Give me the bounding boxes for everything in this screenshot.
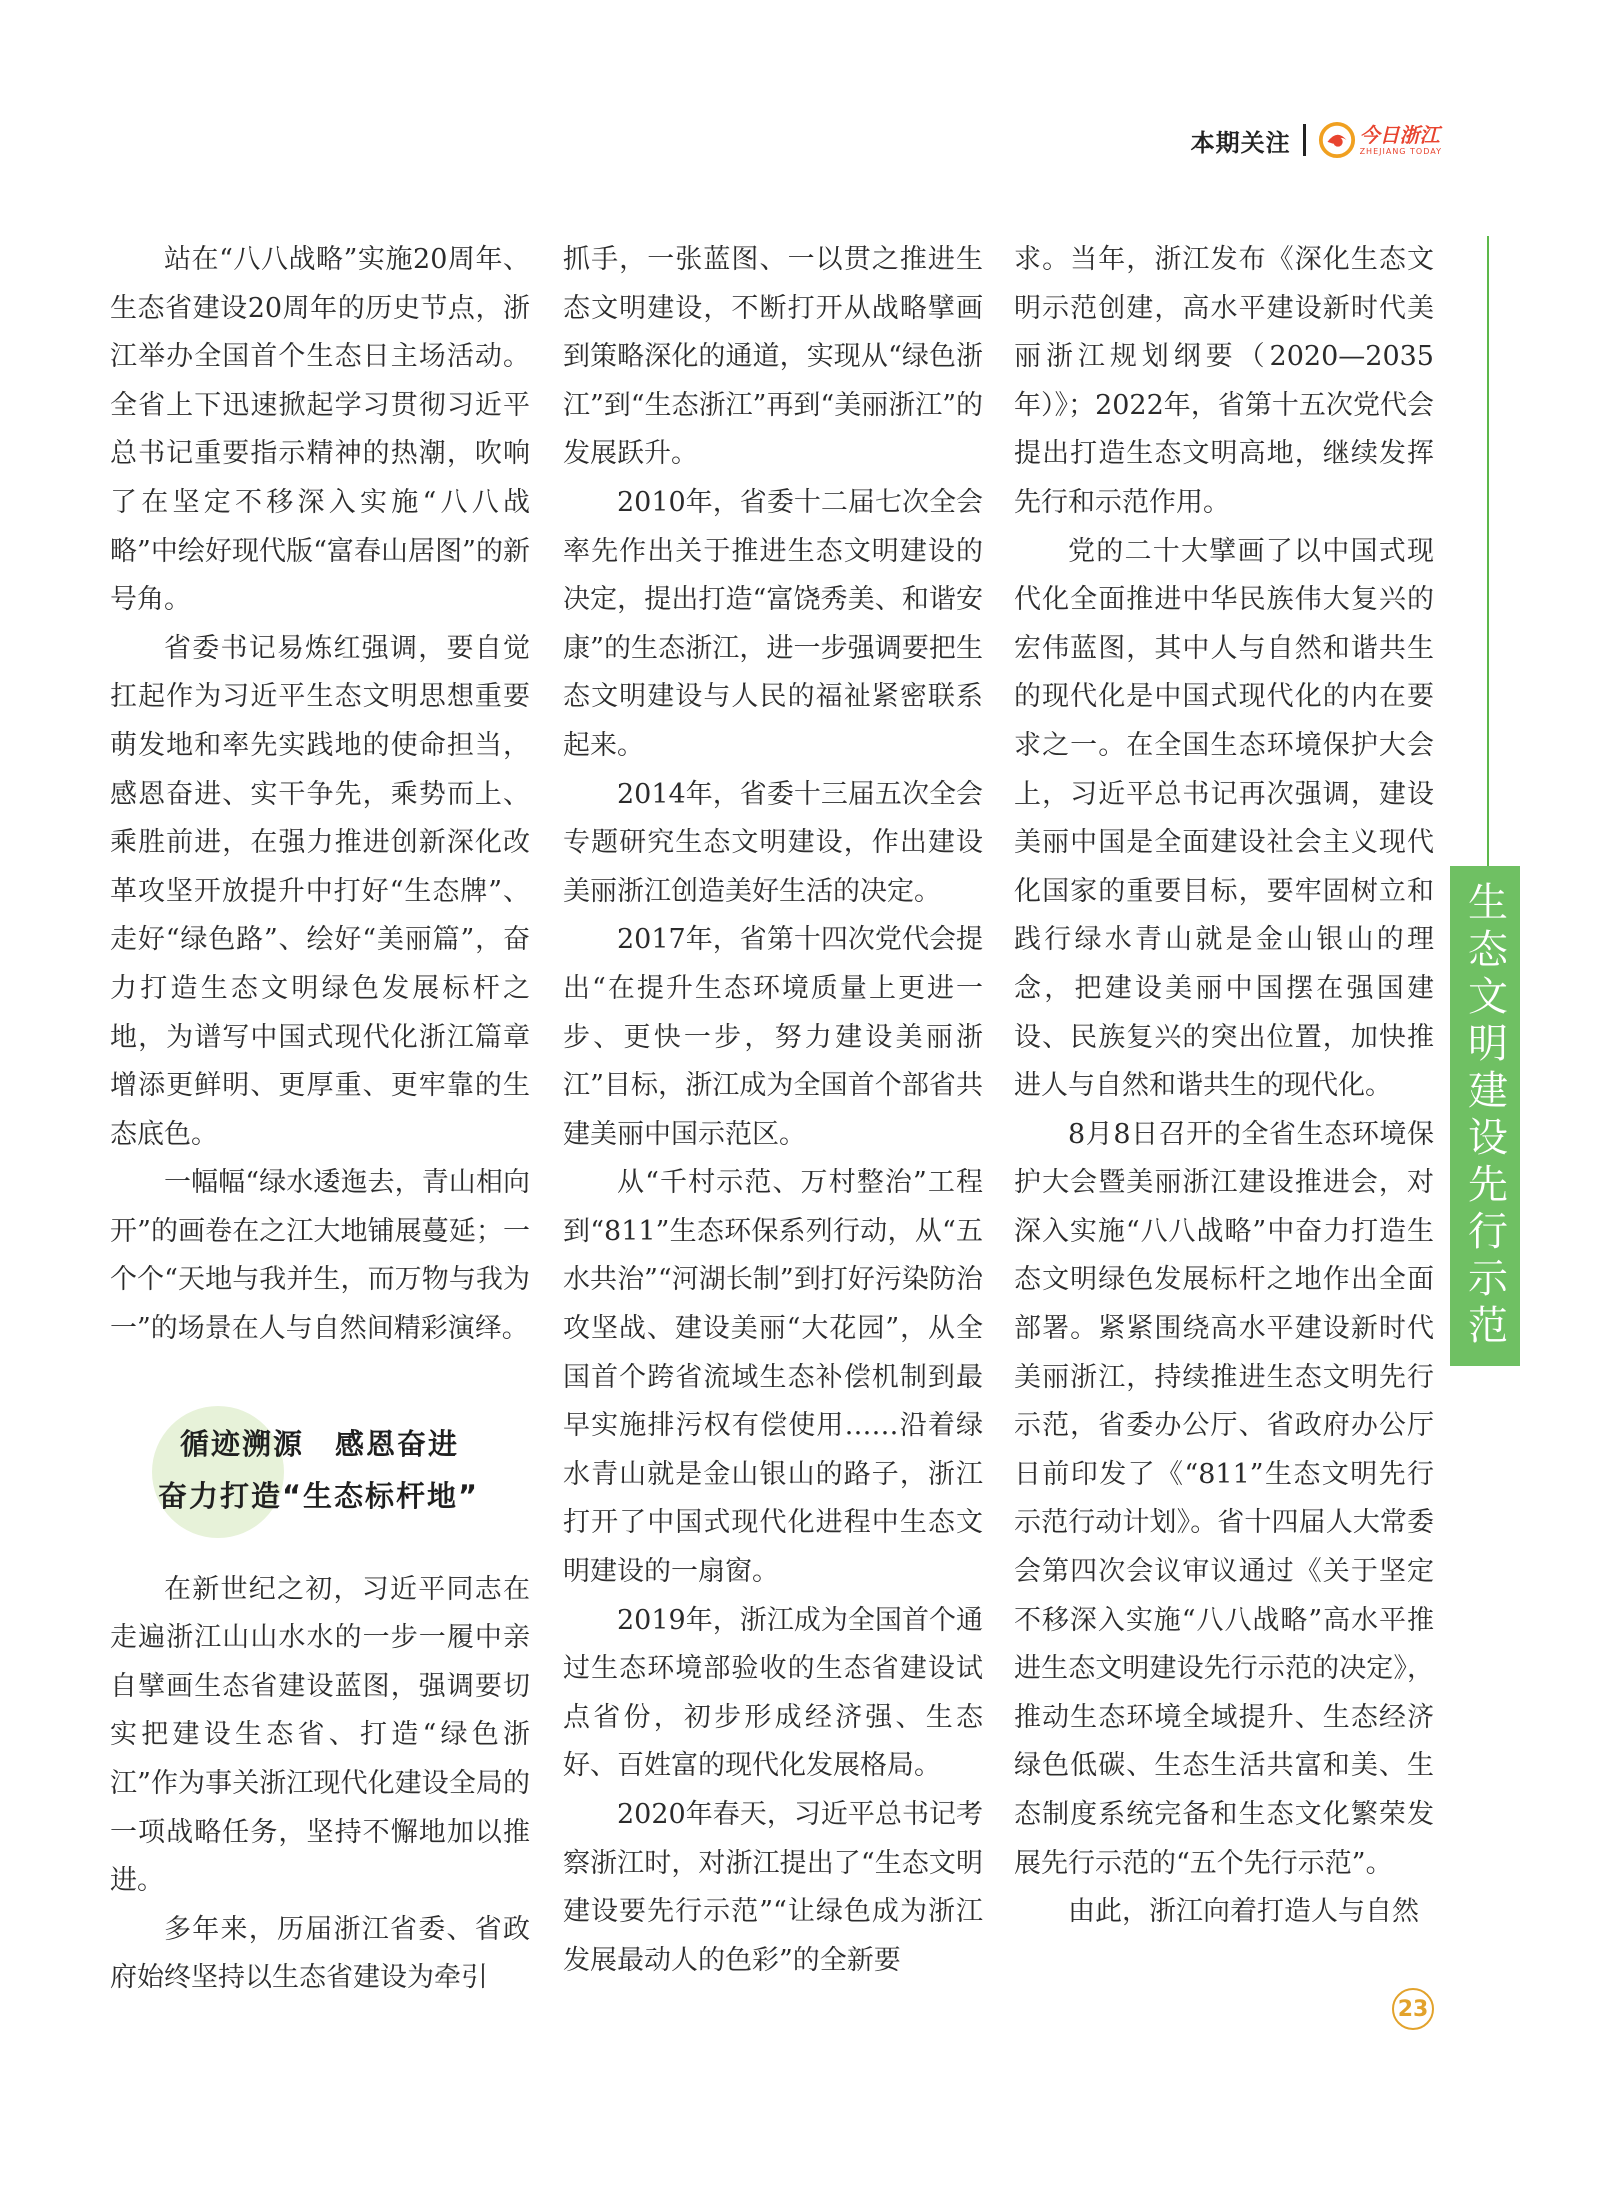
paragraph: 一幅幅“绿水逶迤去，青山相向开”的画卷在之江大地铺展蔓延；一个个“天地与我并生，而万物与我为一”的场景在人与自然间精彩演绎。 xyxy=(110,1167,530,1345)
paragraph: 多年来，历届浙江省委、省政府始终坚持以生态省建设为牵引 xyxy=(110,1913,530,1994)
paragraph: 8月8日召开的全省生态环境保护大会暨美丽浙江建设推进会，对深入实施“八八战略”中奋力打造生态文明绿色发展标杆之地作出全面部署。紧紧围绕高水平建设新时代美丽浙江，持续推进生态文明先行示范，省委办公厅、省政府办公厅日前印发了《“811”生态文明先行示范行动计划》。省十四届人大常委会第四次会议审议通过《关于坚定不移深入实施“八八战略”高水平推进生态文明建设先行示范的决定》，推动生态环境全域提升、生态经济绿色低碳、生态生活共富和美、生态制度系统完备和生态文化繁荣发展先行示范的“五个先行示范”。 xyxy=(1014,1118,1434,1879)
page-number: 23 xyxy=(1392,1988,1434,2030)
paragraph: 站在“八八战略”实施20周年、生态省建设20周年的历史节点，浙江举办全国首个生态日主场活动。全省上下迅速掀起学习贯彻习近平总书记重要指示精神的热潮，吹响了在坚定不移深入实施“八八战略”中绘好现代版“富春山居图”的新号角。 xyxy=(110,244,530,616)
paragraph: 2020年春天，习近平总书记考察浙江时，对浙江提出了“生态文明建设要先行示范”“让绿色成为浙江发展最动人的色彩”的全新要 xyxy=(563,1799,983,1976)
text-column-2 xyxy=(563,236,983,1985)
page-header xyxy=(1191,118,1442,162)
subheading-line-2: 奋力打造“生态标杆地” xyxy=(158,1478,480,1513)
text-column-1 xyxy=(110,236,530,2003)
side-topic-tab xyxy=(1450,866,1520,1366)
magazine-logo xyxy=(1318,121,1442,159)
paragraph: 2014年，省委十三届五次全会专题研究生态文明建设，作出建设美丽浙江创造美好生活的决定。 xyxy=(563,778,983,907)
side-rule-line xyxy=(1487,236,1489,866)
header-divider xyxy=(1303,124,1306,156)
paragraph: 从“千村示范、万村整治”工程到“811”生态环保系列行动，从“五水共治”“河湖长制”到打好污染防治攻坚战、建设美丽“大花园”，从全国首个跨省流域生态补偿机制到最早实施排污权有偿使用……沿着绿水青山就是金山银山的路子，浙江打开了中国式现代化进程中生态文明建设的一扇窗。 xyxy=(563,1167,983,1588)
subheading-line-1: 循迹溯源 感恩奋进 xyxy=(180,1426,460,1461)
section-subheading xyxy=(110,1406,530,1566)
section-label: 本期关注 xyxy=(1190,128,1291,157)
paragraph: 在新世纪之初，习近平同志在走遍浙江山山水水的一步一履中亲自擘画生态省建设蓝图，强调要切实把建设生态省、打造“绿色浙江”作为事关浙江现代化建设全局的一项战略任务，坚持不懈地加以推进。 xyxy=(110,1573,530,1897)
paragraph: 求。当年，浙江发布《深化生态文明示范创建，高水平建设新时代美丽浙江规划纲要（2020—2035年）》；2022年，省第十五次党代会提出打造生态文明高地，继续发挥先行和示范作用。 xyxy=(1014,244,1434,518)
paragraph: 省委书记易炼红强调，要自觉扛起作为习近平生态文明思想重要萌发地和率先实践地的使命担当，感恩奋进、实干争先，乘势而上、乘胜前进，在强力推进创新深化改革攻坚开放提升中打好“生态牌”、走好“绿色路”、绘好“美丽篇”，奋力打造生态文明绿色发展标杆之地，为谱写中国式现代化浙江篇章增添更鲜明、更厚重、更牢靠的生态底色。 xyxy=(110,632,530,1150)
text-column-3 xyxy=(1014,236,1434,1937)
paragraph: 抓手，一张蓝图、一以贯之推进生态文明建设，不断打开从战略擘画到策略深化的通道，实现从“绿色浙江”到“生态浙江”再到“美丽浙江”的发展跃升。 xyxy=(563,244,984,470)
paragraph: 2019年，浙江成为全国首个通过生态环境部验收的生态省建设试点省份，初步形成经济强、生态好、百姓富的现代化发展格局。 xyxy=(563,1604,983,1782)
logo-english-text: ZHEJIANG TODAY xyxy=(1359,146,1442,156)
side-topic-text: 生态文明建设先行示范 xyxy=(1461,881,1508,1351)
paragraph: 党的二十大擘画了以中国式现代化全面推进中华民族伟大复兴的宏伟蓝图，其中人与自然和谐共生的现代化是中国式现代化的内在要求之一。在全国生态环境保护大会上，习近平总书记再次强调，建设美丽中国是全面建设社会主义现代化国家的重要目标，要牢固树立和践行绿水青山就是金山银山的理念，把建设美丽中国摆在强国建设、民族复兴的突出位置，加快推进人与自然和谐共生的现代化。 xyxy=(1014,535,1434,1102)
paragraph: 2010年，省委十二届七次全会率先作出关于推进生态文明建设的决定，提出打造“富饶秀美、和谐安康”的生态浙江，进一步强调要把生态文明建设与人民的福祉紧密联系起来。 xyxy=(563,486,983,761)
logo-chinese-text: 今日浙江 xyxy=(1359,122,1440,147)
paragraph: 由此，浙江向着打造人与自然 xyxy=(1068,1896,1419,1928)
paragraph: 2017年，省第十四次党代会提出“在提升生态环境质量上更进一步、更快一步，努力建设美丽浙江”目标，浙江成为全国首个部省共建美丽中国示范区。 xyxy=(563,924,983,1150)
logo-swirl-icon xyxy=(1318,121,1356,159)
